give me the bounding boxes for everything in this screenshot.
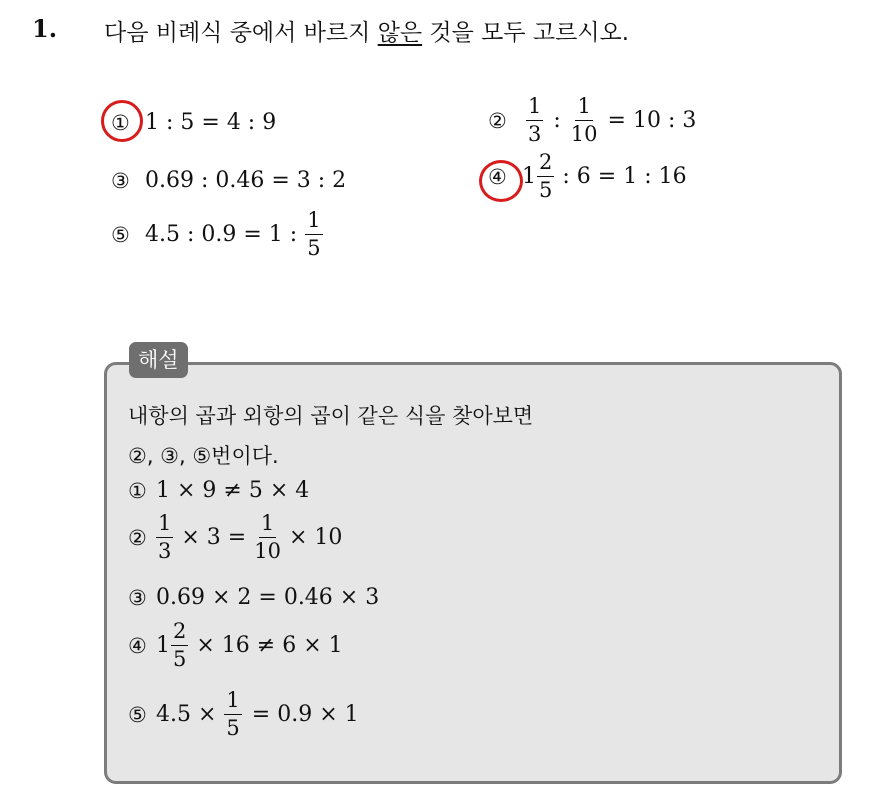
fraction-numerator: 1 — [156, 513, 173, 538]
step-4-fraction — [171, 621, 188, 670]
solution-line-1-text: 내항의 곱과 외항의 곱이 같은 식을 찾아보면 — [128, 404, 534, 428]
fraction-numerator: 1 — [259, 513, 276, 538]
step-4-rest: × 16 ≠ 6 × 1 — [196, 633, 343, 658]
choice-5-marker: ⑤ — [111, 222, 130, 247]
step-5-rest: = 0.9 × 1 — [251, 702, 359, 727]
choice-2[interactable] — [488, 96, 696, 145]
choice-2-separator: : — [553, 108, 561, 133]
step-4-whole: 1 — [156, 633, 170, 658]
solution-step-1 — [128, 478, 309, 503]
fraction-denominator: 10 — [570, 122, 598, 146]
fraction-numerator: 1 — [224, 690, 241, 715]
choice-3[interactable] — [111, 168, 346, 193]
step-2-fraction-1 — [156, 513, 173, 562]
step-5-lead: 4.5 × — [156, 702, 217, 727]
choice-2-fraction-2 — [571, 96, 598, 145]
question-text-after: 것을 모두 고르시오. — [422, 20, 630, 46]
solution-step-3 — [128, 585, 379, 610]
fraction-numerator: 2 — [537, 152, 554, 177]
choice-4-rest: : 6 = 1 : 16 — [562, 164, 687, 189]
step-1-marker: ① — [128, 478, 147, 503]
choice-5-fraction — [305, 210, 322, 259]
fraction-denominator: 5 — [307, 236, 321, 260]
solution-line-2 — [128, 440, 279, 470]
step-5-fraction — [224, 690, 241, 739]
solution-line-2-text: ②, ③, ⑤번이다. — [128, 444, 279, 468]
choice-5-lead: 4.5 : 0.9 = 1 : — [145, 222, 298, 247]
fraction-denominator: 5 — [226, 716, 240, 740]
step-2-mid: × 3 = — [181, 525, 247, 550]
step-2-rest: × 10 — [288, 525, 343, 550]
choice-4[interactable] — [488, 152, 687, 201]
choice-2-rest: = 10 : 3 — [607, 108, 697, 133]
step-1-expr: 1 × 9 ≠ 5 × 4 — [156, 478, 310, 503]
choice-1-marker: ① — [111, 110, 130, 135]
step-4-marker: ④ — [128, 633, 147, 658]
choice-1-expr: 1 : 5 = 4 : 9 — [145, 110, 277, 135]
solution-step-2 — [128, 513, 342, 562]
fraction-numerator: 2 — [171, 621, 188, 646]
choice-3-expr: 0.69 : 0.46 = 3 : 2 — [145, 168, 347, 193]
question-text-before: 다음 비례식 중에서 바르지 — [104, 20, 378, 46]
step-2-fraction-2 — [254, 513, 281, 562]
fraction-denominator: 5 — [539, 178, 553, 202]
choice-3-marker: ③ — [111, 168, 130, 193]
choice-4-fraction — [537, 152, 554, 201]
solution-step-4 — [128, 621, 343, 670]
fraction-denominator: 3 — [158, 539, 172, 563]
step-3-marker: ③ — [128, 585, 147, 610]
question-text-underlined: 않은 — [377, 20, 423, 46]
fraction-denominator: 10 — [254, 539, 281, 563]
choice-5[interactable] — [111, 210, 327, 259]
fraction-numerator: 1 — [526, 96, 543, 121]
step-5-marker: ⑤ — [128, 702, 147, 727]
fraction-denominator: 5 — [173, 647, 187, 671]
step-3-expr: 0.69 × 2 = 0.46 × 3 — [156, 585, 380, 610]
solution-step-5 — [128, 690, 359, 739]
choice-4-whole: 1 — [522, 164, 536, 189]
choice-4-marker: ④ — [488, 164, 507, 189]
solution-tab: 해설 — [129, 342, 188, 378]
fraction-numerator: 1 — [575, 96, 592, 121]
question-number: 1. — [32, 14, 58, 43]
question-text — [104, 14, 629, 47]
fraction-denominator: 3 — [528, 122, 542, 146]
solution-line-1 — [128, 400, 533, 430]
choice-1[interactable] — [111, 110, 276, 135]
step-2-marker: ② — [128, 525, 147, 550]
fraction-numerator: 1 — [305, 210, 322, 235]
choice-2-fraction-1 — [526, 96, 543, 145]
choice-2-marker: ② — [488, 108, 507, 133]
